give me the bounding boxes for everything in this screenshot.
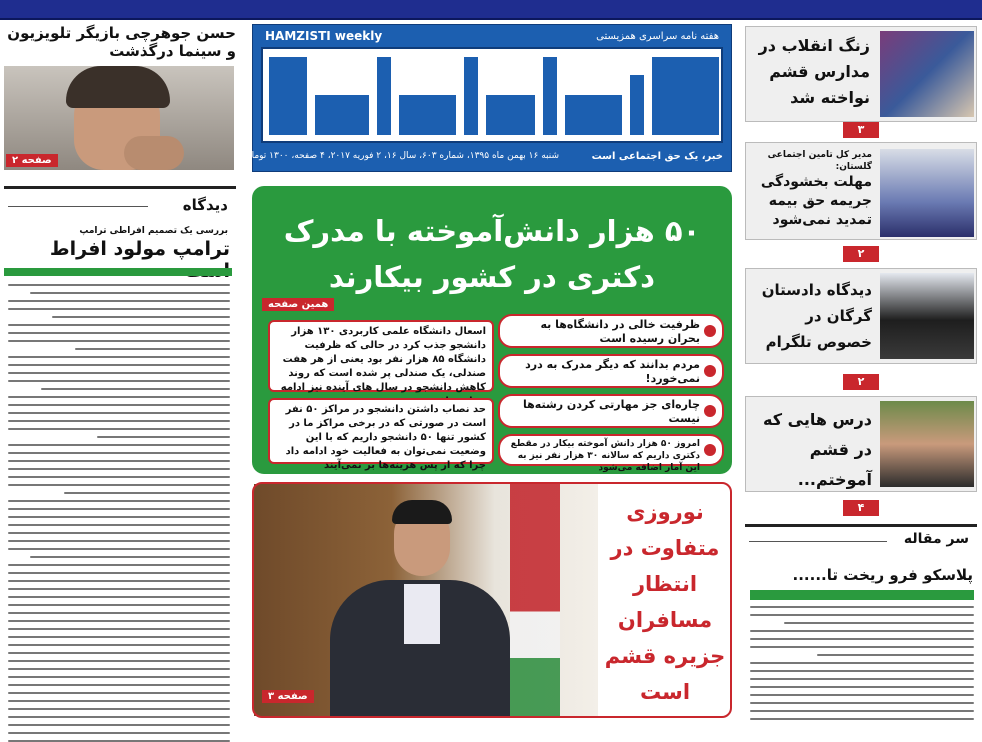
same-page-badge: همین صفحه — [262, 298, 334, 311]
bullet-item: مردم بدانند که دیگر مدرک به درد نمی‌خورد! — [498, 354, 724, 388]
main-headline[interactable]: ۵۰ هزار دانش‌آموخته با مدرک دکتری در کشور بیکارند — [283, 214, 701, 294]
story-title: مدیر کل تامین اجتماعی گلستان: مهلت بخشودگی جریمه حق بیمه تمدید نمی‌شود — [748, 149, 872, 230]
story-title: زنگ انقلاب در مدارس قشم نواخته شد — [758, 36, 870, 107]
masthead-tagline: هفته نامه سراسری همزیستی — [596, 31, 719, 42]
sarmaqale-title[interactable]: پلاسکو فرو ریخت تا...... — [792, 566, 973, 584]
story-photo — [880, 273, 974, 359]
didgah-body-text — [8, 284, 230, 724]
story-title: درس هایی که در قشم آموختم... — [763, 410, 872, 489]
didgah-subtitle: بررسی یک تصمیم افراطی ترامپ — [79, 226, 228, 236]
right-story-1[interactable] — [745, 26, 977, 122]
story-title: دیدگاه دادستان گرگان در خصوص تلگرام — [761, 281, 872, 351]
sarmaqale-header — [745, 524, 977, 546]
story-kicker: مدیر کل تامین اجتماعی گلستان: — [767, 150, 872, 172]
sarmaqale-label: سر مقاله — [903, 531, 969, 547]
page-tab: ۳ — [843, 122, 879, 138]
top-banner-bar — [0, 0, 982, 20]
right-story-4[interactable] — [745, 396, 977, 492]
newspaper-logo — [261, 47, 723, 143]
sarmaqale-green-rule — [750, 590, 974, 600]
didgah-label: دیدگاه — [182, 196, 228, 214]
right-story-3[interactable] — [745, 268, 977, 364]
story-photo — [880, 149, 974, 237]
didgah-green-rule — [4, 268, 232, 276]
bullet-item: امروز ۵۰ هزار دانش آموخته بیکار در مقطع دکتری داریم که سالانه ۳۰ هزار نفر نیز به این آمار اضافه می‌شود — [498, 434, 724, 466]
bullet-item: چاره‌ای جز مهارتی کردن رشته‌ها نیست — [498, 394, 724, 428]
hasan-page-badge: صفحه ۲ — [6, 154, 58, 167]
sarmaqale-body-text — [750, 606, 974, 724]
feature-headline[interactable]: نوروزی متفاوت در انتظار مسافران جزیره قشم است — [604, 500, 726, 704]
didgah-title[interactable]: ترامپ مولود افراط — [49, 238, 230, 260]
issue-info: شنبه ۱۶ بهمن ماه ۱۳۹۵، شماره ۶۰۳، سال ۱۶، ۲ فوریه ۲۰۱۷، ۴ صفحه، ۱۳۰۰ تومان — [244, 151, 559, 161]
feature-page-badge: صفحه ۳ — [262, 690, 314, 703]
hasan-story-headline[interactable]: حسن جوهرچی بازیگر تلویزیون و سینما درگذشت — [7, 24, 236, 60]
masthead — [244, 24, 732, 172]
story-photo — [880, 31, 974, 117]
didgah-header — [4, 196, 236, 216]
story-photo — [880, 401, 974, 487]
masthead-english-title: HAMZISTI weekly — [265, 29, 383, 43]
story-box-2: حد نصاب داشتن دانشجو در مراکز ۵۰ نفر است در صورتی که در برخی مراکز ما در کشور تنها ۵۰ دانشجو داریم که با این وضعیت نمی‌توان به فعالیت خود ادامه داد چرا که از پس هزینه‌ها بر نمی‌آیند — [268, 398, 494, 464]
page-tab: ۲ — [843, 374, 879, 390]
page-tab: ۴ — [843, 500, 879, 516]
masthead-slogan: خبر، یک حق اجتماعی است — [591, 151, 723, 162]
page-tab: ۲ — [843, 246, 879, 262]
story-box-1: اسعال دانشگاه علمی کاربردی ۱۳۰ هزار دانشجو جذب کرد در حالی که ظرفیت دانشگاه ۸۵ هزار نفر بود یعنی از هر هفت صندلی، یک صندلی پر شده است که روند کاهش دانشجو در سال های آینده نیز ادامه — [268, 320, 494, 392]
right-story-2[interactable] — [745, 142, 977, 240]
bullet-item: ظرفیت خالی در دانشگاه‌ها به بحران رسیده است — [498, 314, 724, 348]
